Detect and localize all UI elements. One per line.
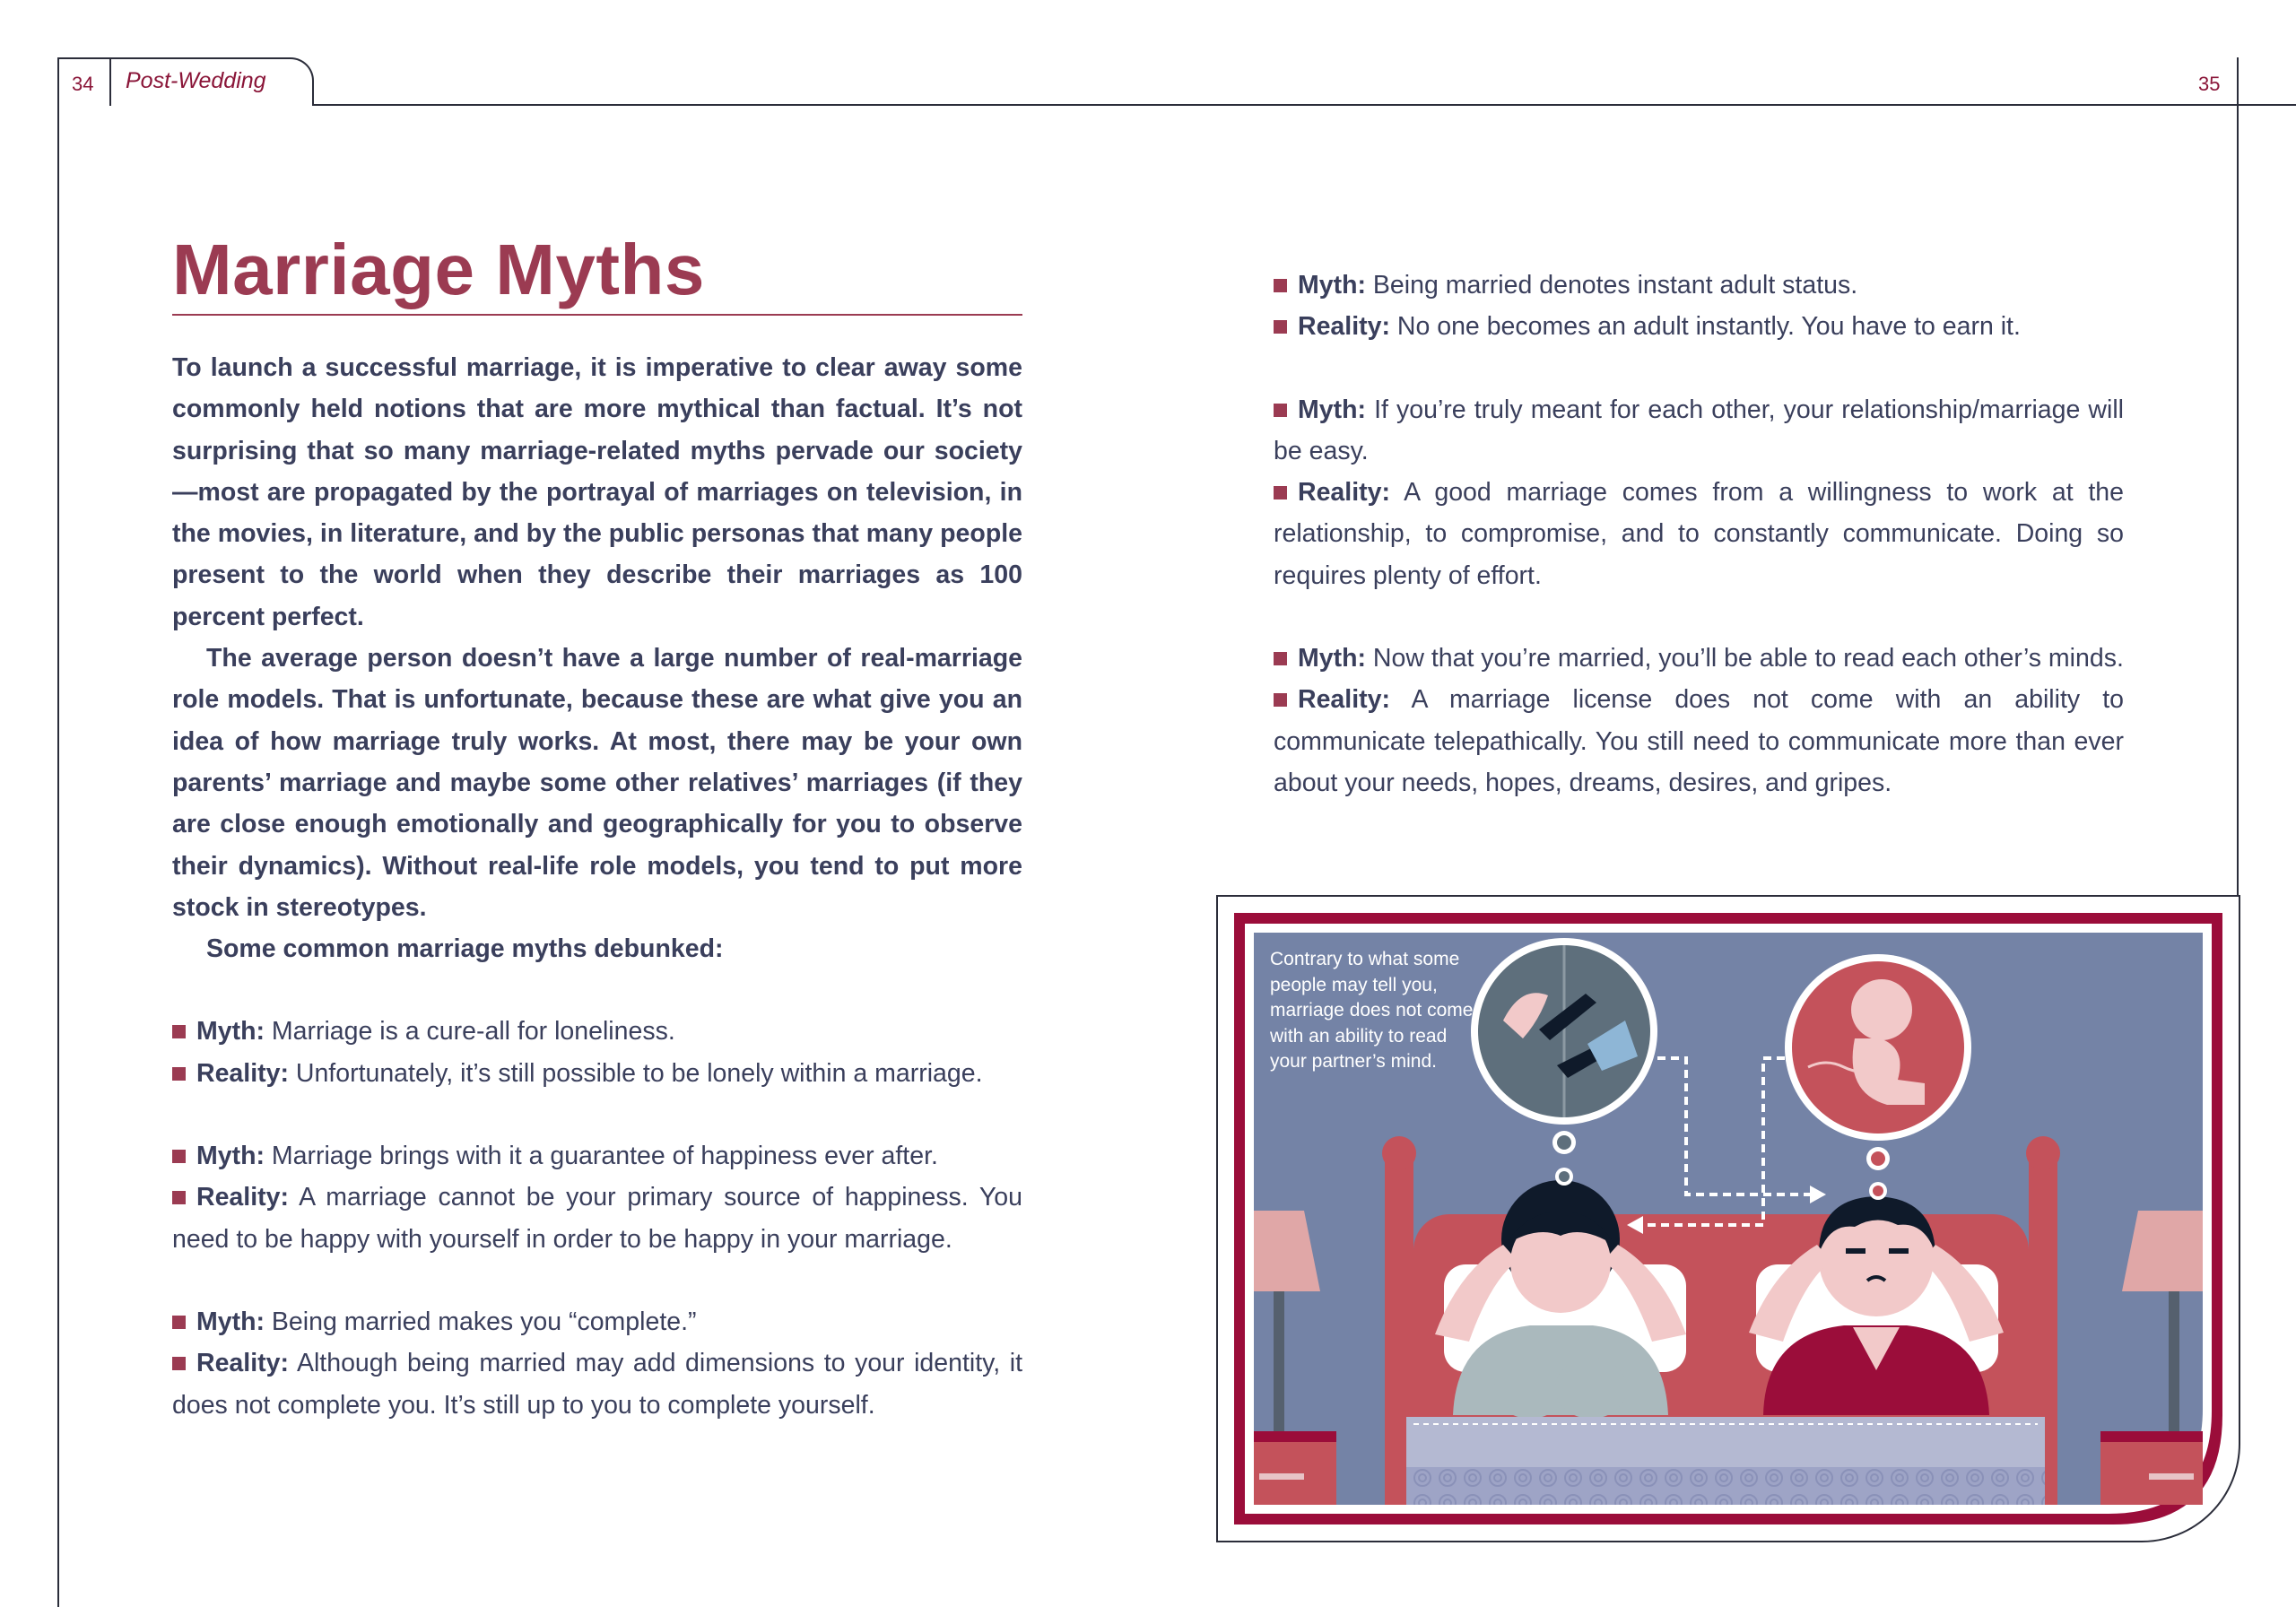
- reality-label: Reality:: [196, 1058, 289, 1088]
- spacer: [172, 1094, 1022, 1135]
- reality-item: [1274, 472, 2124, 596]
- myth-label: Myth:: [196, 1142, 265, 1171]
- myth-item: [1274, 389, 2124, 473]
- myth-item: [1274, 638, 2124, 679]
- bullet-square-icon: [1274, 486, 1287, 499]
- reality-item: [172, 1177, 1022, 1260]
- reality-item: [172, 1342, 1022, 1426]
- myth-label: Myth:: [196, 1017, 265, 1047]
- myth-text: Now that you’re married, you’ll be able to read each other’s minds.: [1372, 644, 2124, 673]
- bullet-square-icon: [172, 1150, 186, 1163]
- left-page-number: 34: [72, 73, 94, 95]
- page-title: Marriage Myths: [172, 230, 705, 309]
- reality-text: A marriage license does not come with an ability to communicate telepathically. You still need to communicate more than ever about your needs, hopes, dreams, desires, and gripes.: [1274, 685, 2124, 797]
- myth-item: [1274, 265, 2124, 306]
- left-column: [172, 347, 1022, 1426]
- intro-paragraph-2: The average person doesn’t have a large number of real-marriage role models. That is unfortunate, because these are what give you an idea of how marriage truly works. At most, there may be your own parents’ marriage and maybe some other relatives’ marriages (if they are close enough emotionally and geographically for you to observe their dynamics). Without real-life role models, you tend to put more stock in stereotypes.: [172, 644, 1022, 922]
- myth-item: [172, 1301, 1022, 1342]
- intro-text: [172, 347, 1022, 969]
- bullet-square-icon: [172, 1025, 186, 1038]
- illustration-caption: Contrary to what some people may tell you, marriage does not come with an ability to read your partner’s mind.: [1270, 949, 1474, 1072]
- reality-text: A marriage cannot be your primary source of happiness. You need to be happy with yourself in order to be happy in your marriage.: [172, 1183, 1022, 1254]
- reality-label: Reality:: [196, 1183, 289, 1212]
- myth-label: Myth:: [1298, 644, 1366, 673]
- right-page-number: 35: [2198, 73, 2221, 95]
- spacer: [1274, 348, 2124, 389]
- intro-paragraph-3: Some common marriage myths debunked:: [206, 934, 724, 964]
- myth-item: [172, 1011, 1022, 1052]
- myth-text: Being married makes you “complete.”: [271, 1307, 697, 1336]
- spacer: [172, 969, 1022, 1011]
- left-page-edge: [57, 104, 59, 1607]
- reality-text: Although being married may add dimensions to your identity, it does not complete you. It’s still up to you to complete yourself.: [172, 1349, 1022, 1420]
- reality-text: No one becomes an adult instantly. You have to earn it.: [1396, 312, 2021, 342]
- section-title: Post-Wedding: [126, 68, 266, 93]
- bullet-square-icon: [1274, 320, 1287, 334]
- myth-label: Myth:: [196, 1307, 265, 1336]
- reality-label: Reality:: [1298, 312, 1390, 342]
- reality-text: A good marriage comes from a willingness to work at the relationship, to compromise, and to constantly communicate. Doing so requires plenty of effort.: [1274, 478, 2124, 590]
- bullet-square-icon: [172, 1067, 186, 1081]
- spacer: [1274, 596, 2124, 638]
- top-rule: [57, 104, 2296, 106]
- intro-paragraph-1: To launch a successful marriage, it is imperative to clear away some commonly held notions that are more mythical than factual. It’s not surprising that so many marriage-related myths pervade our society—most are propagated by the portrayal of marriages on television, in the movies, in literature, and by the public personas that many people present to the world when they describe their marriages as 100 percent perfect.: [172, 353, 1022, 631]
- myth-text: Being married denotes instant adult status.: [1372, 271, 1858, 300]
- reality-item: [1274, 306, 2124, 347]
- bullet-square-icon: [1274, 693, 1287, 707]
- bullet-square-icon: [172, 1191, 186, 1204]
- reality-label: Reality:: [1298, 478, 1390, 508]
- spacer: [172, 1260, 1022, 1301]
- myth-label: Myth:: [1298, 271, 1366, 300]
- bullet-square-icon: [172, 1357, 186, 1370]
- myth-label: Myth:: [1298, 395, 1366, 424]
- bullet-square-icon: [1274, 279, 1287, 292]
- right-column: [1274, 265, 2124, 804]
- reality-item: [1274, 679, 2124, 804]
- myth-text: If you’re truly meant for each other, your relationship/marriage will be easy.: [1274, 395, 2125, 465]
- bullet-square-icon: [1274, 404, 1287, 417]
- running-head-divider: [109, 57, 111, 106]
- reality-label: Reality:: [196, 1349, 289, 1378]
- right-page-edge: [2237, 57, 2239, 895]
- reality-label: Reality:: [1298, 685, 1390, 715]
- bullet-square-icon: [172, 1316, 186, 1329]
- myth-text: Marriage is a cure-all for loneliness.: [271, 1017, 675, 1047]
- reality-item: [172, 1053, 1022, 1094]
- bullet-square-icon: [1274, 652, 1287, 665]
- myth-text: Marriage brings with it a guarantee of happiness ever after.: [271, 1142, 938, 1171]
- reality-text: Unfortunately, it’s still possible to be lonely within a marriage.: [295, 1058, 983, 1088]
- myth-item: [172, 1135, 1022, 1177]
- title-underline: [172, 314, 1022, 316]
